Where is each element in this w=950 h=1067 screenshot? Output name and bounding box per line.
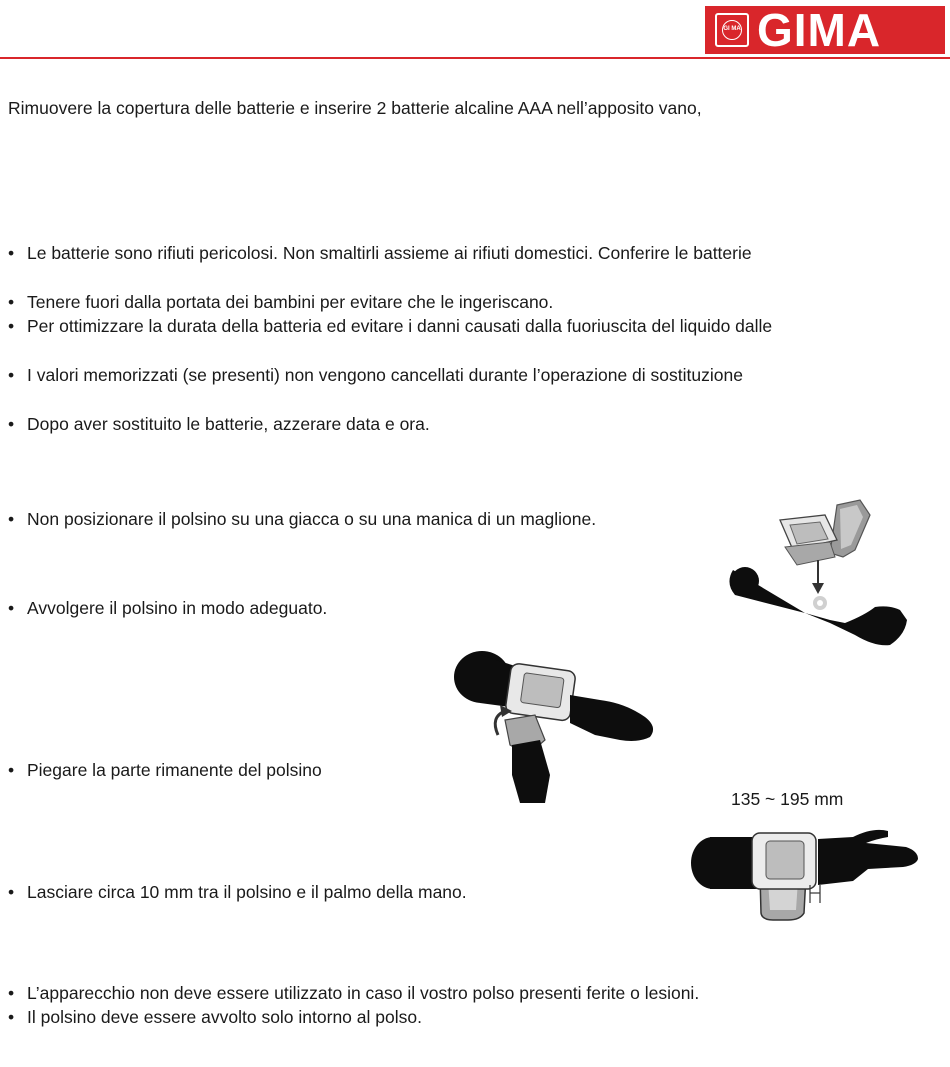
bullet-item bbox=[8, 242, 752, 264]
bullet-dot: • bbox=[8, 1007, 15, 1027]
bullet-dot: • bbox=[8, 882, 15, 902]
bullet-dot: • bbox=[8, 509, 15, 529]
bullet-text: Per ottimizzare la durata della batteria ed evitare i danni causati dalla fuoriuscita del liquido dalle bbox=[27, 316, 773, 336]
bullet-item bbox=[8, 508, 596, 530]
gima-logo-text: GIMA bbox=[757, 4, 882, 56]
cuff-folding-illustration bbox=[450, 645, 660, 805]
bullet-text: Le batterie sono rifiuti pericolosi. Non smaltirli assieme ai rifiuti domestici. Conferire le batterie bbox=[27, 243, 752, 263]
bullet-text: Non posizionare il polsino su una giacca o su una manica di un maglione. bbox=[27, 509, 597, 529]
bullet-text: I valori memorizzati (se presenti) non vengono cancellati durante l’operazione di sostituzione bbox=[27, 365, 743, 385]
gima-emblem-inner: GI MA bbox=[722, 20, 742, 40]
bullet-item bbox=[8, 315, 772, 337]
bullet-dot: • bbox=[8, 292, 15, 312]
bullet-text: Dopo aver sostituito le batterie, azzerare data e ora. bbox=[27, 414, 430, 434]
bullet-item bbox=[8, 597, 327, 619]
bullet-text: Il polsino deve essere avvolto solo intorno al polso. bbox=[27, 1007, 422, 1027]
intro-paragraph: Rimuovere la copertura delle batterie e inserire 2 batterie alcaline AAA nell’apposito vano, bbox=[8, 98, 702, 118]
bullet-dot: • bbox=[8, 760, 15, 780]
bullet-text: Avvolgere il polsino in modo adeguato. bbox=[27, 598, 328, 618]
gima-emblem-icon bbox=[715, 13, 749, 47]
bullet-text: Tenere fuori dalla portata dei bambini per evitare che le ingeriscano. bbox=[27, 292, 554, 312]
measurement-label: 135 ~ 195 mm bbox=[731, 789, 844, 809]
bullet-dot: • bbox=[8, 243, 15, 263]
bullet-dot: • bbox=[8, 316, 15, 336]
bullet-item bbox=[8, 982, 699, 1004]
bullet-item bbox=[8, 759, 322, 781]
gima-logo bbox=[705, 6, 945, 54]
bullet-dot: • bbox=[8, 414, 15, 434]
bullet-item bbox=[8, 1006, 422, 1028]
bullet-dot: • bbox=[8, 983, 15, 1003]
bullet-dot: • bbox=[8, 365, 15, 385]
bullet-item bbox=[8, 881, 467, 903]
cuff-position-illustration bbox=[688, 825, 928, 925]
bullet-text: Lasciare circa 10 mm tra il polsino e il palmo della mano. bbox=[27, 882, 467, 902]
bullet-dot: • bbox=[8, 598, 15, 618]
bullet-item bbox=[8, 291, 553, 313]
bullet-text: L’apparecchio non deve essere utilizzato in caso il vostro polso presenti ferite o lesioni. bbox=[27, 983, 700, 1003]
bullet-text: Piegare la parte rimanente del polsino bbox=[27, 760, 322, 780]
bullet-item bbox=[8, 364, 743, 386]
bullet-item bbox=[8, 413, 430, 435]
header-rule bbox=[0, 57, 950, 59]
arm-cuff-placement-illustration bbox=[725, 495, 915, 655]
